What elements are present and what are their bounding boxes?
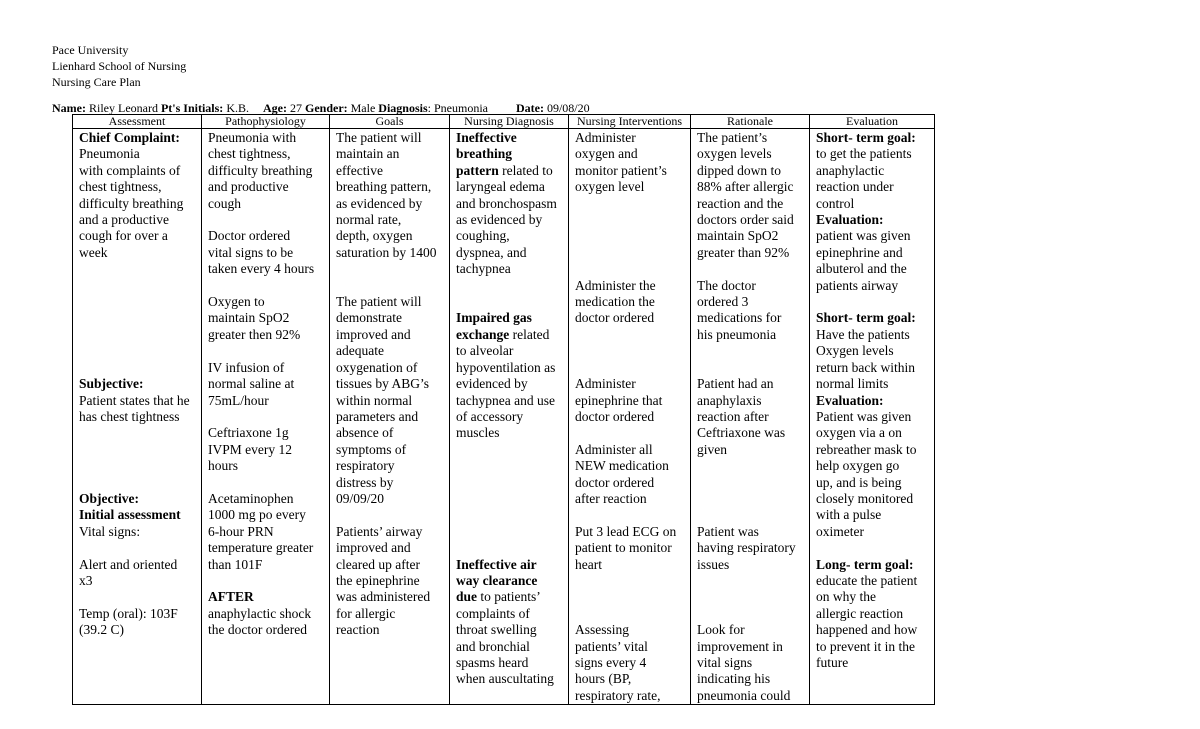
column-header: Goals [330, 115, 450, 129]
age-label: Age: [262, 101, 287, 115]
name-label: Name: [52, 101, 86, 115]
column-header-row [73, 115, 935, 129]
patient-diagnosis: : Pneumonia [427, 101, 488, 115]
patient-initials: K.B. [226, 101, 249, 115]
care-plan-row [73, 129, 935, 705]
nursing-diagnosis-cell: Ineffective breathing pattern related to laryngeal edema and bronchospasm as evidenced by coughing, dyspnea, and tachypnea Impaired gas exchange related to alveolar hypoventilation as evidenced by tachypnea and use of accessory muscles Ineffective air way clearance due to patients’ complaints of throat swelling and bronchial spasms heard when auscultating [450, 129, 569, 705]
column-header: Nursing Interventions [569, 115, 691, 129]
plan-date: 09/08/20 [546, 101, 590, 115]
care-plan-table [72, 114, 935, 705]
column-header: Pathophysiology [202, 115, 330, 129]
pathophysiology-cell: Pneumonia with chest tightness, difficulty breathing and productive cough Doctor ordered vital signs to be taken every 4 hours Oxygen to maintain SpO2 greater then 92% IV infusion of normal saline at 75mL/hour Ceftriaxone 1g IVPM every 12 hours Acetaminophen 1000 mg po every 6-hour PRN temperature greater than 101F AFTER anaphylactic shock the doctor ordered [202, 129, 330, 705]
goals-cell: The patient will maintain an effective breathing pattern, as evidenced by normal rate, depth, oxygen saturation by 1400 The patient will demonstrate improved and adequate oxygenation of tissues by ABG’s within normal parameters and absence of symptoms of respiratory distress by 09/09/20 Patients’ airway improved and cleared up after the epinephrine was administered for allergic reaction [330, 129, 450, 705]
evaluation-cell: Short- term goal: to get the patients anaphylactic reaction under control Evaluation: patient was given epinephrine and albuterol and the patients airway Short- term goal: Have the patients Oxygen levels return back within normal limits Evaluation: Patient was given oxygen via a on rebreather mask to help oxygen go up, and is being closely monitored with a pulse oximeter Long- term goal: educate the patient on why the allergic reaction happened and how to prevent it in the future [810, 129, 935, 705]
column-header: Assessment [73, 115, 202, 129]
diagnosis-label: Diagnosis [378, 101, 428, 115]
assessment-cell: Chief Complaint: Pneumonia with complaints of chest tightness, difficulty breathing and a productive cough for over a week Subjective: Patient states that he has chest tightness Objective: Initial assessment Vital signs: Alert and oriented x3 Temp (oral): 103F (39.2 C) [73, 129, 202, 705]
column-header: Rationale [691, 115, 810, 129]
university-name: Pace University [52, 43, 129, 57]
patient-gender: Male [350, 101, 376, 115]
patient-age: 27 [289, 101, 302, 115]
institution-header [52, 42, 186, 90]
initials-label: Pt's Initials: [160, 101, 224, 115]
gender-label: Gender: [304, 101, 348, 115]
column-header: Evaluation [810, 115, 935, 129]
patient-name: Riley Leonard [88, 101, 158, 115]
document-title: Nursing Care Plan [52, 75, 141, 89]
school-name: Lienhard School of Nursing [52, 59, 187, 73]
date-label: Date: [515, 101, 544, 115]
nursing-interventions-cell: Administer oxygen and monitor patient’s oxygen level Administer the medication the doctor ordered Administer epinephrine that doctor ordered Administer all NEW medication doctor ordered after reaction Put 3 lead ECG on patient to monitor heart Assessing patients’ vital signs every 4 hours (BP, respiratory rate, [569, 129, 691, 705]
column-header: Nursing Diagnosis [450, 115, 569, 129]
rationale-cell: The patient’s oxygen levels dipped down to 88% after allergic reaction and the doctors order said maintain SpO2 greater than 92% The doctor ordered 3 medications for his pneumonia Patient had an anaphylaxis reaction after Ceftriaxone was given Patient was having respiratory issues Look for improvement in vital signs indicating his pneumonia could [691, 129, 810, 705]
